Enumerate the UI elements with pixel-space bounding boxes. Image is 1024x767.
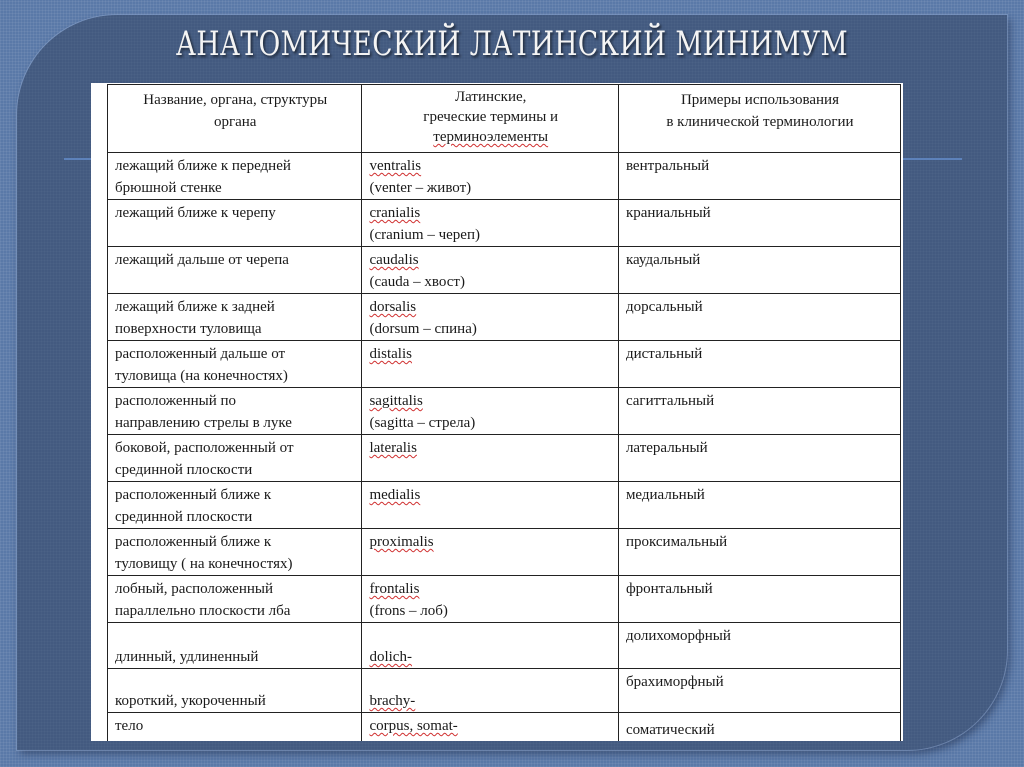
organ-name-cell: расположенный ближе к туловищу ( на конечностях) — [108, 529, 362, 576]
organ-name-cell: лежащий ближе к задней поверхности туловища — [108, 294, 362, 341]
latin-term-cell: distalis — [362, 341, 618, 388]
clinical-example-cell: вентральный — [618, 153, 900, 200]
table-row — [108, 388, 901, 435]
table-row — [108, 713, 901, 742]
organ-name-cell: короткий, укороченный — [108, 669, 362, 713]
latin-term-cell: proximalis — [362, 529, 618, 576]
clinical-example-cell: краниальный — [618, 200, 900, 247]
table-row — [108, 576, 901, 623]
latin-term-cell: ventralis (venter – живот) — [362, 153, 618, 200]
latin-term-cell: caudalis (cauda – хвост) — [362, 247, 618, 294]
table-row — [108, 341, 901, 388]
organ-name-cell: расположенный ближе к срединной плоскости — [108, 482, 362, 529]
organ-name-cell: лежащий ближе к передней брюшной стенке — [108, 153, 362, 200]
table-header-row — [108, 85, 901, 153]
table-row — [108, 482, 901, 529]
table-row — [108, 529, 901, 576]
clinical-example-cell: латеральный — [618, 435, 900, 482]
organ-name-cell: лежащий дальше от черепа — [108, 247, 362, 294]
anatomy-terms-table — [107, 84, 901, 741]
organ-name-cell: расположенный по направлению стрелы в луке — [108, 388, 362, 435]
table-sheet — [91, 83, 903, 741]
table-row — [108, 153, 901, 200]
clinical-example-cell: соматический — [618, 713, 900, 742]
table-row — [108, 435, 901, 482]
organ-name-cell: лежащий ближе к черепу — [108, 200, 362, 247]
table-row — [108, 623, 901, 669]
clinical-example-cell: каудальный — [618, 247, 900, 294]
organ-name-cell: длинный, удлиненный — [108, 623, 362, 669]
organ-name-cell: расположенный дальше от туловища (на конечностях) — [108, 341, 362, 388]
organ-name-cell: лобный, расположенный параллельно плоскости лба — [108, 576, 362, 623]
clinical-example-cell: проксимальный — [618, 529, 900, 576]
latin-term-cell: medialis — [362, 482, 618, 529]
clinical-example-cell: сагиттальный — [618, 388, 900, 435]
slide-title: АНАТОМИЧЕСКИЙ ЛАТИНСКИЙ МИНИМУМ — [175, 24, 849, 64]
latin-term-cell: lateralis — [362, 435, 618, 482]
clinical-example-cell: фронтальный — [618, 576, 900, 623]
clinical-example-cell: дорсальный — [618, 294, 900, 341]
latin-term-cell: corpus, somat- — [362, 713, 618, 742]
table-row — [108, 200, 901, 247]
table-row — [108, 669, 901, 713]
table-row — [108, 247, 901, 294]
clinical-example-cell: медиальный — [618, 482, 900, 529]
header-organ-name: Название, органа, структуры органа — [108, 85, 362, 153]
latin-term-cell: brachy- — [362, 669, 618, 713]
clinical-example-cell: брахиморфный — [618, 669, 900, 713]
header-latin-terms: Латинские, греческие термины и терминоэлементы — [362, 85, 618, 153]
latin-term-cell: dorsalis (dorsum – спина) — [362, 294, 618, 341]
latin-term-cell: cranialis (cranium – череп) — [362, 200, 618, 247]
latin-term-cell: frontalis (frons – лоб) — [362, 576, 618, 623]
latin-term-cell: dolich- — [362, 623, 618, 669]
clinical-example-cell: долихоморфный — [618, 623, 900, 669]
organ-name-cell: боковой, расположенный от срединной плоскости — [108, 435, 362, 482]
organ-name-cell: тело — [108, 713, 362, 742]
latin-term-cell: sagittalis (sagitta – стрела) — [362, 388, 618, 435]
header-clinical-examples: Примеры использования в клинической терминологии — [618, 85, 900, 153]
table-row — [108, 294, 901, 341]
clinical-example-cell: дистальный — [618, 341, 900, 388]
